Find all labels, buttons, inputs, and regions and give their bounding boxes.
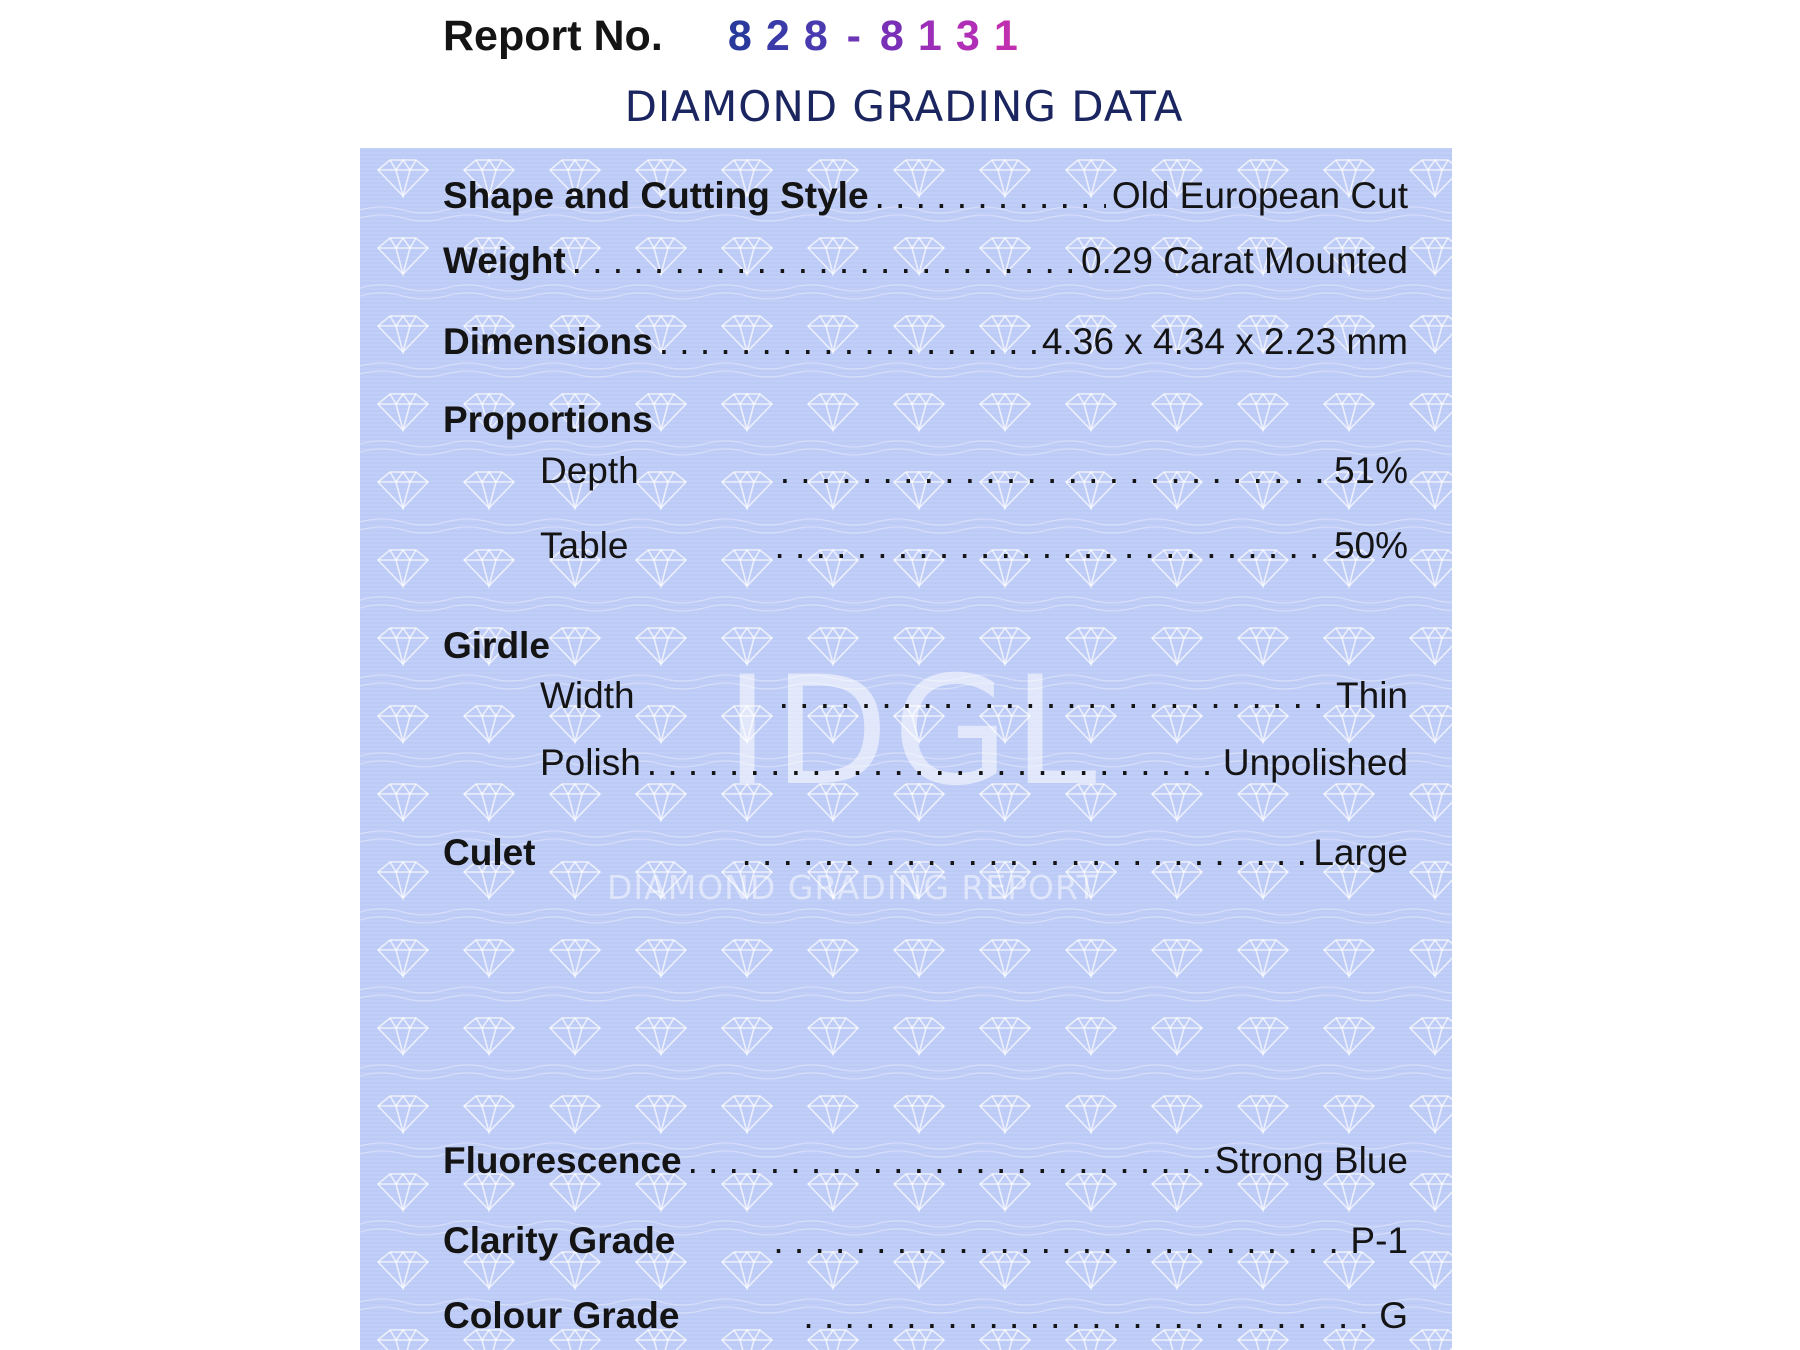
leader-dots — [572, 240, 1075, 282]
clarity-row — [443, 1220, 1408, 1266]
colour-row — [443, 1295, 1408, 1341]
document-title-text: DIAMOND GRADING DATA — [624, 82, 1184, 131]
shape-value: Old European Cut — [1111, 175, 1408, 216]
colour-label: Colour Grade — [443, 1295, 680, 1336]
table-value: 50% — [1333, 525, 1408, 566]
report-number-digit: 3 — [955, 11, 980, 60]
fluorescence-row — [443, 1140, 1408, 1186]
report-number-digit: 8 — [727, 11, 752, 60]
girdle-width-label: Width — [540, 675, 635, 716]
shape-label: Shape and Cutting Style — [443, 175, 869, 216]
report-number-digit: 8 — [879, 11, 904, 60]
report-number-line — [443, 8, 1025, 64]
girdle-polish-label: Polish — [540, 742, 641, 783]
leader-dots — [779, 675, 1330, 717]
girdle-width-value: Thin — [1336, 675, 1408, 716]
girdle-polish-row — [540, 742, 1408, 788]
table-label: Table — [540, 525, 629, 566]
weight-row — [443, 240, 1408, 286]
dimensions-label: Dimensions — [443, 321, 653, 362]
leader-dots — [647, 742, 1217, 784]
report-number-digit: - — [846, 11, 861, 60]
depth-row — [540, 450, 1408, 496]
table-row — [540, 525, 1408, 571]
clarity-label: Clarity Grade — [443, 1220, 676, 1261]
proportions-heading: Proportions — [443, 399, 653, 440]
weight-value: 0.29 Carat Mounted — [1080, 240, 1408, 281]
leader-dots — [875, 175, 1106, 217]
report-number-digit: 1 — [993, 11, 1018, 60]
girdle-polish-value: Unpolished — [1222, 742, 1408, 783]
leader-dots — [803, 1295, 1373, 1337]
leader-dots — [742, 832, 1308, 874]
depth-label: Depth — [540, 450, 639, 491]
depth-value: 51% — [1333, 450, 1408, 491]
report-number-label: Report No. — [443, 11, 663, 60]
report-number-digit: 8 — [803, 11, 828, 60]
report-number-value — [721, 12, 1025, 61]
report-number-digit: 2 — [765, 11, 790, 60]
dimensions-row — [443, 321, 1408, 367]
clarity-value: P-1 — [1350, 1220, 1408, 1261]
leader-dots — [774, 525, 1327, 567]
idgl-watermark-text: IDGL — [725, 645, 1101, 819]
fluorescence-label: Fluorescence — [443, 1140, 682, 1181]
watermark-caption-text: DIAMOND GRADING REPORT — [607, 868, 1098, 907]
document-title — [0, 82, 1800, 131]
dimensions-value: 4.36 x 4.34 x 2.23 mm — [1041, 321, 1408, 362]
culet-row — [443, 832, 1408, 878]
weight-label: Weight — [443, 240, 566, 281]
leader-dots — [688, 1140, 1209, 1182]
leader-dots — [780, 450, 1328, 492]
colour-value: G — [1379, 1295, 1408, 1336]
fluorescence-value: Strong Blue — [1214, 1140, 1408, 1181]
culet-value: Large — [1313, 832, 1408, 873]
leader-dots — [659, 321, 1036, 363]
culet-label: Culet — [443, 832, 536, 873]
girdle-heading: Girdle — [443, 625, 550, 666]
shape-row — [443, 175, 1408, 221]
report-number-digit: 1 — [917, 11, 942, 60]
leader-dots — [773, 1220, 1344, 1262]
girdle-width-row — [540, 675, 1408, 721]
